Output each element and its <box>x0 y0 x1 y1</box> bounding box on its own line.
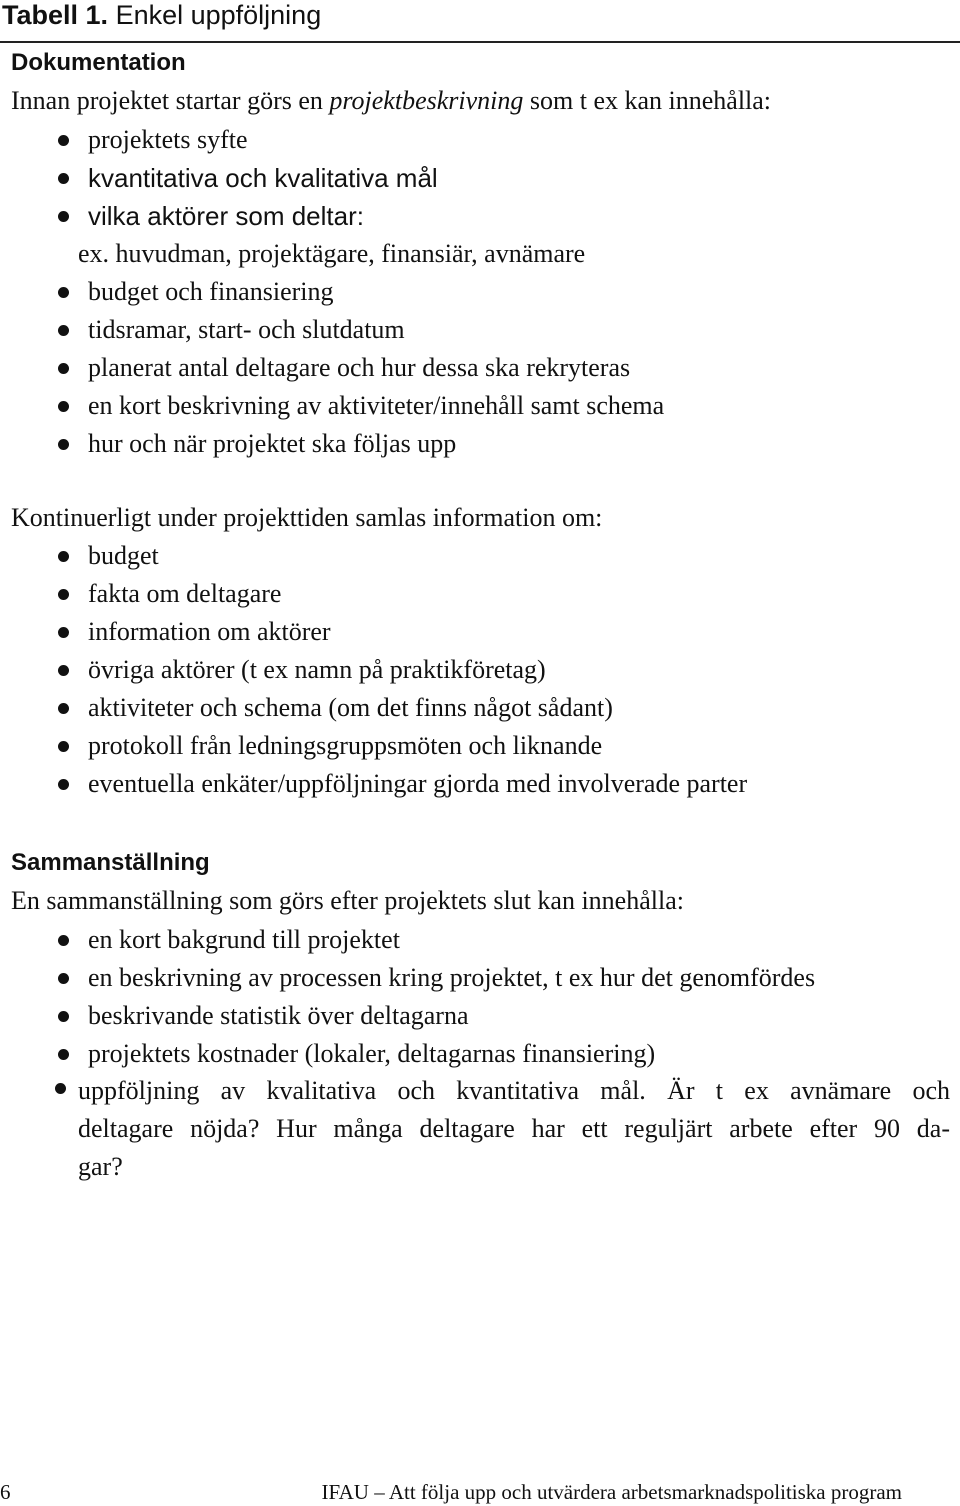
running-title: IFAU – Att följa upp och utvärdera arbetsmarknadspolitiska program <box>321 1480 902 1504</box>
list-item: fakta om deltagare <box>0 579 960 617</box>
bullet-icon <box>58 173 69 184</box>
list-item-continuation: ex. huvudman, projektägare, finansiär, avnämare <box>78 239 586 268</box>
bullet-icon <box>58 287 69 298</box>
bullet-icon <box>58 703 69 714</box>
list-item: budget <box>0 541 960 579</box>
bullet-icon <box>58 363 69 374</box>
projektbeskrivning-term: projektbeskrivning <box>329 86 524 115</box>
bullet-icon <box>58 627 69 638</box>
bullet-icon <box>55 1083 66 1094</box>
bullet-icon <box>58 1011 69 1022</box>
bullet-icon <box>58 779 69 790</box>
list-item: aktiviteter och schema (om det finns något sådant) <box>0 693 960 731</box>
list-item: en beskrivning av processen kring projektet, t ex hur det genomfördes <box>0 963 960 1001</box>
bullet-icon <box>58 325 69 336</box>
table-title <box>2 0 321 30</box>
list-item: projektets kostnader (lokaler, deltagarnas finansiering) <box>0 1039 960 1077</box>
bullet-icon <box>58 741 69 752</box>
dokumentation-list <box>0 125 960 467</box>
list-item: protokoll från ledningsgruppsmöten och liknande <box>0 731 960 769</box>
table-number: Tabell 1. <box>2 0 109 30</box>
bullet-icon <box>58 551 69 562</box>
page-number: 6 <box>0 1480 11 1504</box>
list-item: tidsramar, start- och slutdatum <box>0 315 960 353</box>
dokumentation-intro: Innan projektet startar görs en projektbeskrivning som t ex kan innehålla: <box>11 86 772 115</box>
section-heading-sammanstallning: Sammanställning <box>11 849 210 876</box>
bullet-icon <box>58 439 69 450</box>
list-item: en kort beskrivning av aktiviteter/innehåll samt schema <box>0 391 960 429</box>
kontinuerligt-intro: Kontinuerligt under projekttiden samlas information om: <box>11 503 603 532</box>
bullet-icon <box>58 401 69 412</box>
list-item: övriga aktörer (t ex namn på praktikföretag) <box>0 655 960 693</box>
bullet-icon <box>58 935 69 946</box>
list-item: vilka aktörer som deltar: <box>0 201 960 239</box>
list-item: planerat antal deltagare och hur dessa ska rekryteras <box>0 353 960 391</box>
bullet-icon <box>58 589 69 600</box>
list-item: kvantitativa och kvalitativa mål <box>0 163 960 201</box>
list-item: projektets syfte <box>0 125 960 163</box>
bullet-icon <box>58 135 69 146</box>
sammanstallning-list <box>0 925 960 1077</box>
bullet-icon <box>58 665 69 676</box>
list-item: hur och när projektet ska följas upp <box>0 429 960 467</box>
table-title-text: Enkel uppföljning <box>115 0 322 30</box>
bullet-icon <box>58 973 69 984</box>
bullet-icon <box>58 1049 69 1060</box>
list-item: eventuella enkäter/uppföljningar gjorda med involverade parter <box>0 769 960 807</box>
kontinuerligt-list <box>0 541 960 807</box>
sammanstallning-intro: En sammanställning som görs efter projektets slut kan innehålla: <box>11 886 684 915</box>
list-item: en kort bakgrund till projektet <box>0 925 960 963</box>
title-rule <box>0 41 960 43</box>
bullet-icon <box>58 211 69 222</box>
list-item: information om aktörer <box>0 617 960 655</box>
list-item: beskrivande statistik över deltagarna <box>0 1001 960 1039</box>
list-item-text: uppföljning av kvalitativa och kvantitativa mål. Är t ex avnämare och deltagare nöjda? Hur många deltagare har ett reguljärt arbete efter 90 da- gar? <box>78 1076 950 1181</box>
section-heading-dokumentation: Dokumentation <box>11 49 186 76</box>
list-item: budget och finansiering <box>0 277 960 315</box>
